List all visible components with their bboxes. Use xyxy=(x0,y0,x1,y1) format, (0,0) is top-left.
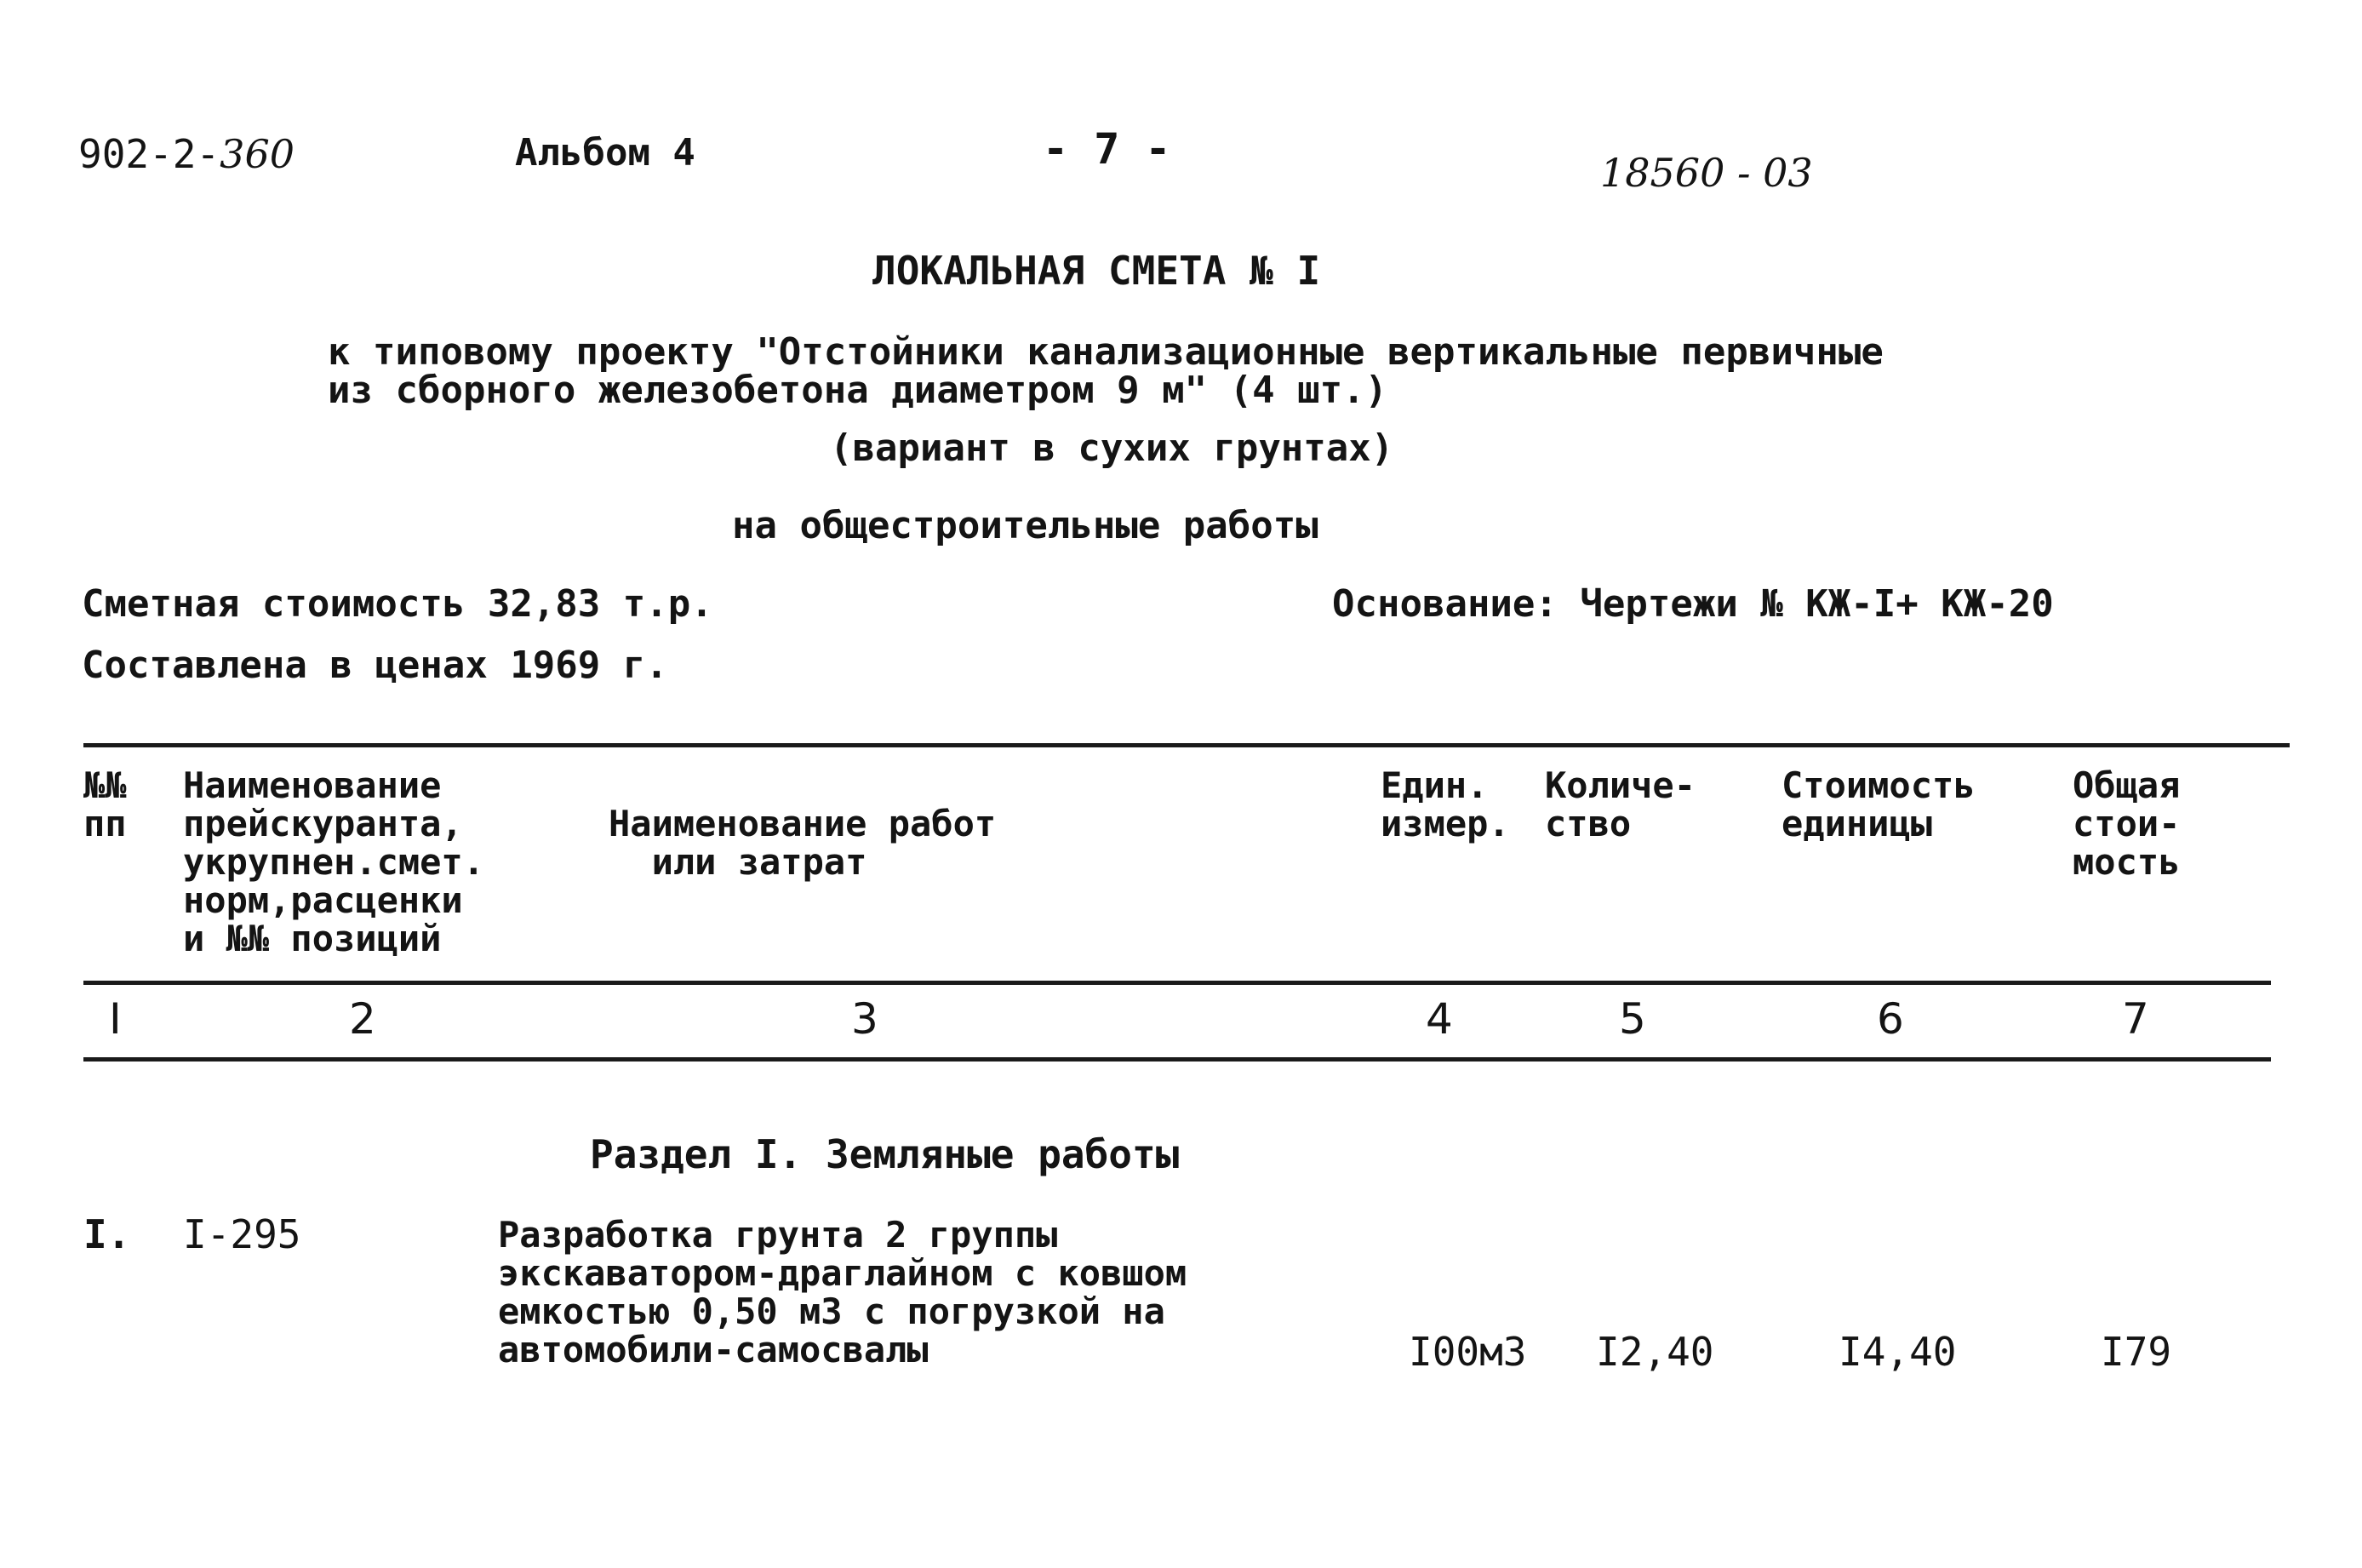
row-quantity: I2,40 xyxy=(1596,1329,1714,1375)
column-number-3: 3 xyxy=(851,994,878,1044)
header-quantity: Количе- ство xyxy=(1545,764,1696,844)
header-position-number: №№ пп xyxy=(83,764,127,844)
price-year: Составлена в ценах 1969 г. xyxy=(82,644,668,687)
row-description: Разработка грунта 2 группы экскаватором-драглайном с ковшом емкостью 0,50 м3 с погрузкой на автомобили-самосвалы xyxy=(498,1214,1187,1371)
header-bottom-rule xyxy=(83,981,2271,985)
header-pricelist-name: Наименование прейскуранта, укрупнен.смет. норм,расценки и №№ позиций xyxy=(183,764,485,959)
column-number-2: 2 xyxy=(349,994,376,1044)
column-numbers-rule xyxy=(83,1057,2271,1062)
row-total: I79 xyxy=(2101,1329,2172,1375)
document-code xyxy=(78,131,295,177)
row-pricelist-code: I-295 xyxy=(183,1211,301,1257)
header-work-name: Наименование работ или затрат xyxy=(609,803,997,883)
document-code-handwritten: 360 xyxy=(220,131,295,177)
column-number-7: 7 xyxy=(2122,994,2149,1044)
column-number-1: I xyxy=(109,994,122,1044)
variant-line: (вариант в сухих грунтах) xyxy=(830,426,1394,470)
project-line-2: из сборного железобетона диаметром 9 м" (4 шт.) xyxy=(328,369,1388,412)
project-line-1: к типовому проекту "Отстойники канализационные вертикальные первичные xyxy=(328,330,1884,374)
row-unit-cost: I4,40 xyxy=(1839,1329,1957,1375)
estimate-title: ЛОКАЛЬНАЯ СМЕТА № I xyxy=(872,248,1321,294)
archive-number: 18560 - 03 xyxy=(1600,150,1813,196)
column-number-5: 5 xyxy=(1619,994,1646,1044)
table-top-rule xyxy=(83,743,2290,747)
header-unit: Един. измер. xyxy=(1381,764,1510,844)
column-number-6: 6 xyxy=(1877,994,1904,1044)
document-code-printed: 902-2- xyxy=(78,131,220,177)
column-number-4: 4 xyxy=(1426,994,1453,1044)
estimated-cost: Сметная стоимость 32,83 т.р. xyxy=(82,582,713,626)
header-unit-cost: Стоимость единицы xyxy=(1782,764,1976,844)
row-unit: I00м3 xyxy=(1409,1329,1527,1375)
basis: Основание: Чертежи № КЖ-I+ КЖ-20 xyxy=(1332,582,2054,626)
page-number: - 7 - xyxy=(1043,124,1171,174)
works-line: на общестроительные работы xyxy=(732,504,1318,547)
section-title: Раздел I. Земляные работы xyxy=(590,1131,1180,1177)
header-total-cost: Общая стои- мость xyxy=(2073,764,2181,883)
album-label: Альбом 4 xyxy=(515,131,695,175)
row-position-number: I. xyxy=(83,1211,131,1257)
